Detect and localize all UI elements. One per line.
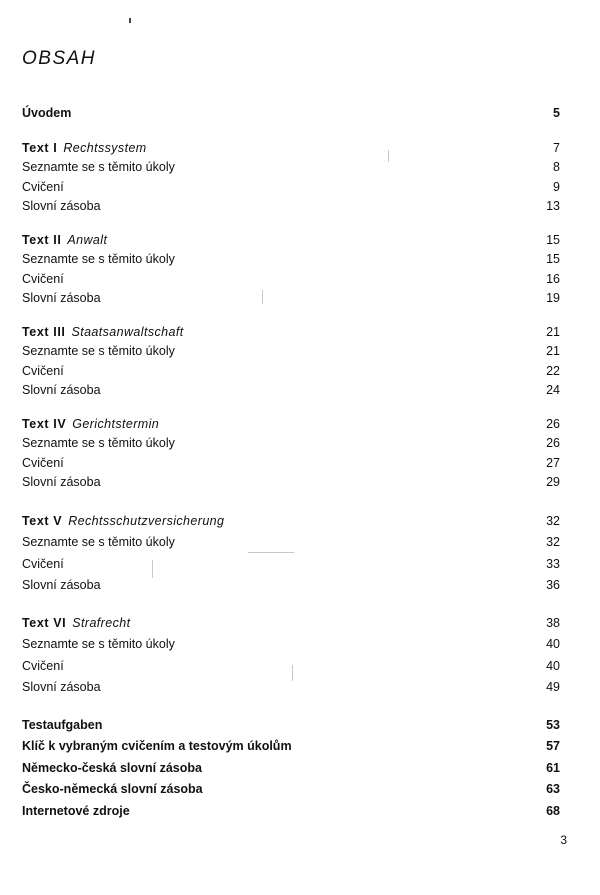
- toc-entry: [22, 454, 560, 474]
- toc-entry-label: Cvičení: [22, 556, 64, 571]
- toc-entry-page: 38: [546, 615, 560, 630]
- scan-mark: [129, 18, 131, 23]
- toc-section-text-2: [22, 231, 560, 309]
- toc-section-heading: [22, 415, 560, 435]
- toc-entry: [22, 342, 560, 362]
- toc-entry-page: 32: [546, 535, 560, 549]
- toc-entry-label: Slovní zásoba: [22, 383, 101, 397]
- toc-entry-page: 24: [546, 383, 560, 397]
- toc-entry-page: 32: [546, 513, 560, 528]
- toc-entry-label: Slovní zásoba: [22, 291, 101, 305]
- toc-entry-page: 68: [546, 803, 560, 818]
- toc-entry: [22, 634, 560, 656]
- toc-entry-label: Cvičení: [22, 363, 64, 378]
- page-number: 3: [560, 833, 567, 847]
- toc-entry-page: 19: [546, 291, 560, 305]
- toc-entry: [22, 575, 560, 597]
- section-title: Gerichtstermin: [72, 416, 160, 431]
- toc-entry-page: 40: [546, 658, 560, 673]
- toc-section-text-3: [22, 323, 560, 401]
- toc-entry: [22, 289, 560, 309]
- toc-entry: [22, 270, 560, 290]
- section-name: Text III: [22, 324, 66, 339]
- toc-entry-label: Testaufgaben: [22, 717, 103, 732]
- toc-entry-page: 9: [553, 179, 560, 194]
- toc-entry-page: 29: [546, 475, 560, 489]
- toc-entry: [22, 362, 560, 382]
- toc-entry-page: 16: [546, 271, 560, 286]
- toc-entry-page: 61: [546, 760, 560, 775]
- toc-entry-label: Seznamte se s těmito úkoly: [22, 535, 175, 549]
- toc-entry: [22, 381, 560, 401]
- section-title: Rechtsschutzversicherung: [68, 513, 225, 528]
- toc-entry-label: Cvičení: [22, 271, 64, 286]
- toc-entry-label: Slovní zásoba: [22, 680, 101, 694]
- toc-section-heading: [22, 323, 560, 343]
- toc-entry-label: Seznamte se s těmito úkoly: [22, 160, 175, 174]
- toc-section-heading: [22, 511, 560, 533]
- toc-section-heading: [22, 613, 560, 635]
- toc-entry-page: 21: [546, 344, 560, 358]
- section-title: Staatsanwaltschaft: [71, 324, 184, 339]
- toc-entry-label: Seznamte se s těmito úkoly: [22, 637, 175, 651]
- toc-entry: [22, 158, 560, 178]
- toc-section-text-1: [22, 139, 560, 217]
- toc-entry-label: Internetové zdroje: [22, 803, 130, 818]
- toc-entry-intro: [22, 104, 560, 124]
- toc-entry-page: 21: [546, 324, 560, 339]
- toc-entry-page: 53: [546, 717, 560, 732]
- toc-entry-page: 26: [546, 436, 560, 450]
- toc-entry: [22, 779, 560, 801]
- section-title: Strafrecht: [72, 615, 131, 630]
- section-name: Text I: [22, 140, 58, 155]
- toc-entry: [22, 758, 560, 780]
- section-name: Text VI: [22, 615, 67, 630]
- toc-entry-label: Cvičení: [22, 179, 64, 194]
- toc-entry-label: Německo-česká slovní zásoba: [22, 760, 202, 775]
- toc-entry-page: 15: [546, 252, 560, 266]
- toc-entry-label: Cvičení: [22, 658, 64, 673]
- toc-entry-label: Slovní zásoba: [22, 475, 101, 489]
- toc-entry: [22, 532, 560, 554]
- toc-section-heading: [22, 139, 560, 159]
- table-of-contents: [22, 104, 560, 822]
- toc-section-text-5: [22, 511, 560, 597]
- scan-mark: [388, 150, 389, 162]
- toc-entry: [22, 197, 560, 217]
- toc-entry-label: Seznamte se s těmito úkoly: [22, 436, 175, 450]
- toc-entry-page: 5: [553, 106, 560, 120]
- toc-entry-page: 8: [553, 160, 560, 174]
- toc-entry-page: 57: [546, 739, 560, 753]
- toc-entry: [22, 178, 560, 198]
- toc-entry-page: 22: [546, 363, 560, 378]
- toc-section-text-4: [22, 415, 560, 493]
- section-name: Text IV: [22, 416, 67, 431]
- toc-entry: [22, 677, 560, 699]
- scan-mark: [262, 290, 263, 304]
- toc-entry-page: 63: [546, 782, 560, 796]
- scan-mark: [152, 560, 153, 578]
- section-name: Text II: [22, 232, 62, 247]
- toc-entry-page: 33: [546, 556, 560, 571]
- toc-entry-label: Cvičení: [22, 455, 64, 470]
- toc-entry: [22, 554, 560, 576]
- toc-section-heading: [22, 231, 560, 251]
- toc-appendix-list: [22, 715, 560, 823]
- section-title: Anwalt: [67, 232, 108, 247]
- toc-entry-page: 27: [546, 455, 560, 470]
- toc-entry-label: Česko-německá slovní zásoba: [22, 782, 203, 796]
- toc-entry: [22, 715, 560, 737]
- page-title: OBSAH: [22, 48, 97, 69]
- toc-entry-page: 49: [546, 680, 560, 694]
- toc-entry: [22, 250, 560, 270]
- scan-mark: [248, 552, 294, 553]
- section-name: Text V: [22, 513, 63, 528]
- toc-entry-page: 40: [546, 637, 560, 651]
- toc-entry-label: Slovní zásoba: [22, 578, 101, 592]
- toc-entry-page: 15: [546, 232, 560, 247]
- toc-entry-label: Úvodem: [22, 106, 72, 120]
- toc-entry-label: Slovní zásoba: [22, 199, 101, 213]
- toc-entry-label: Seznamte se s těmito úkoly: [22, 344, 175, 358]
- toc-entry: [22, 656, 560, 678]
- toc-entry-page: 26: [546, 416, 560, 431]
- toc-entry: [22, 434, 560, 454]
- toc-entry-page: 36: [546, 578, 560, 592]
- toc-entry-label: Seznamte se s těmito úkoly: [22, 252, 175, 266]
- toc-entry: [22, 736, 560, 758]
- toc-entry-page: 7: [553, 140, 560, 155]
- section-title: Rechtssystem: [63, 140, 147, 155]
- toc-entry: [22, 473, 560, 493]
- toc-entry-page: 13: [546, 199, 560, 213]
- toc-section-text-6: [22, 613, 560, 699]
- scan-mark: [292, 665, 293, 681]
- toc-entry-label: Klíč k vybraným cvičením a testovým úkolům: [22, 739, 292, 753]
- toc-entry: [22, 801, 560, 823]
